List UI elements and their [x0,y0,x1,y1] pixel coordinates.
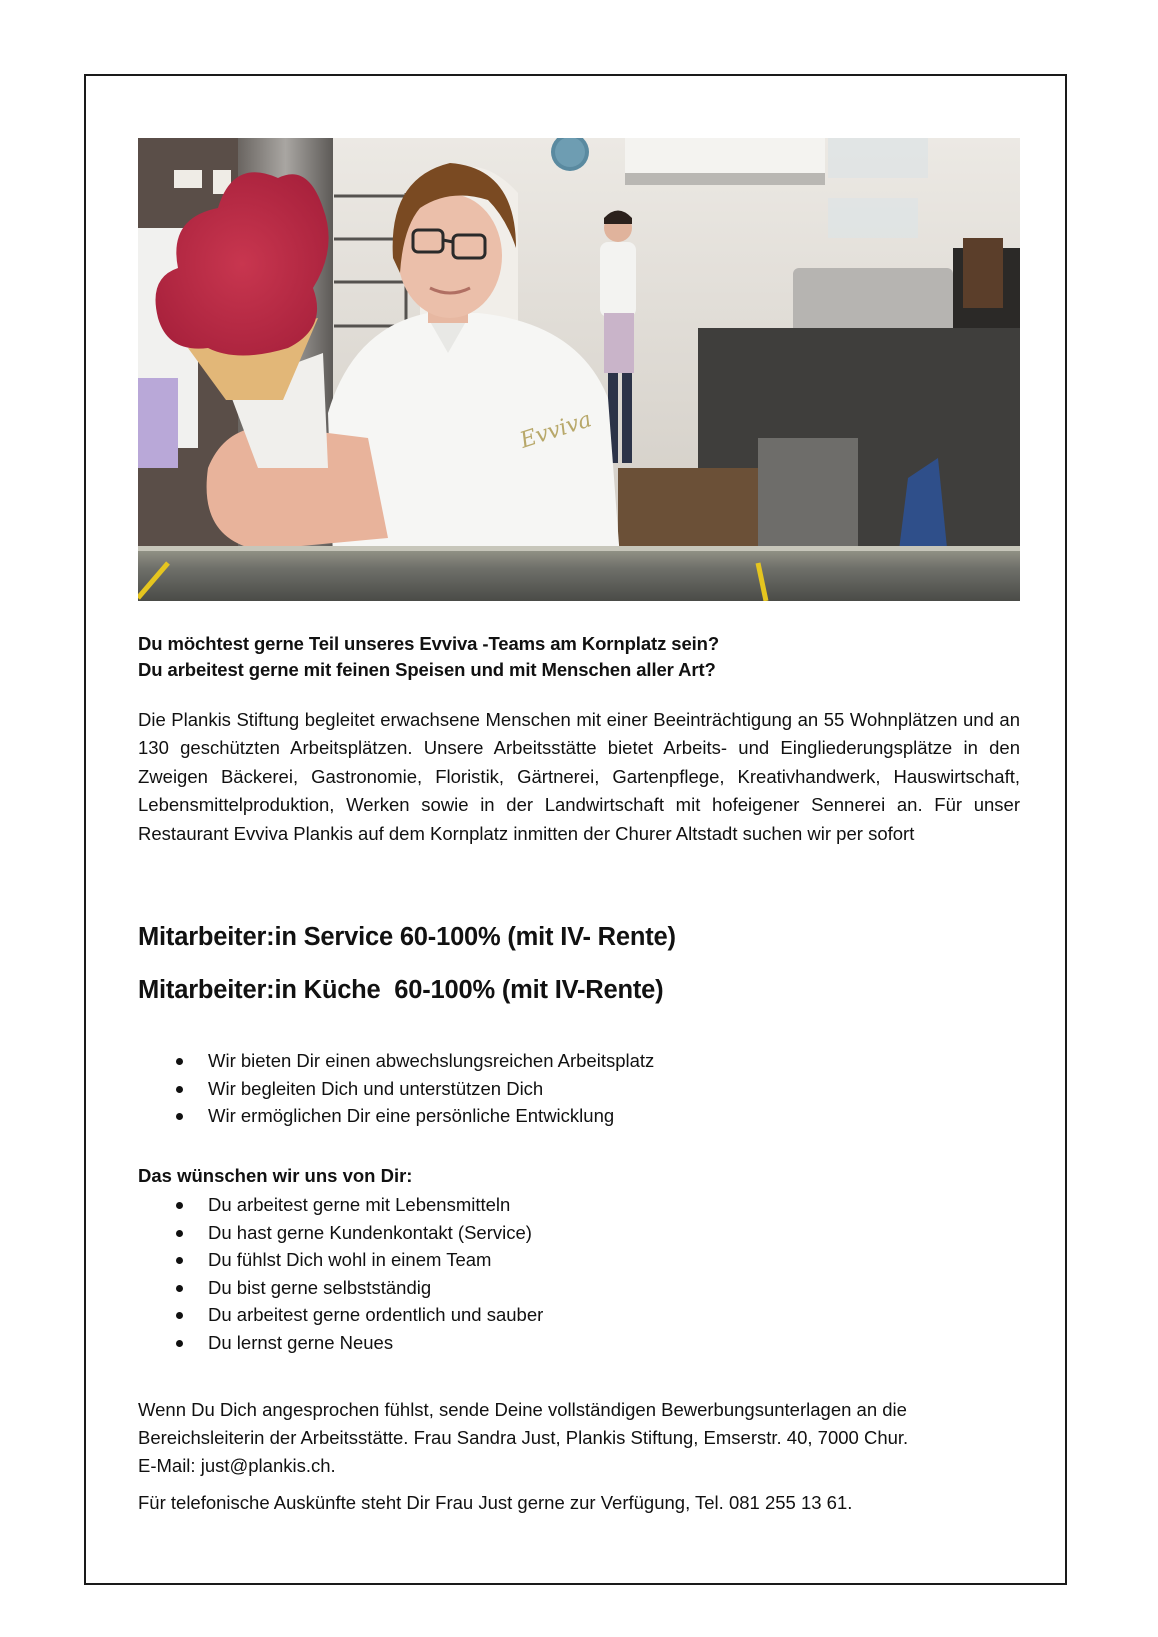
position-title-service: Mitarbeiter:in Service 60-100% (mit IV- Rente) [138,923,676,951]
wish-item: Du arbeitest gerne mit Lebensmitteln [138,1191,1020,1219]
wish-item: Du fühlst Dich wohl in einem Team [138,1246,1020,1274]
email-label: E-Mail: [138,1455,201,1476]
offer-item: Wir ermöglichen Dir eine persönliche Entwicklung [138,1102,1020,1130]
bullet-icon [176,1312,183,1319]
front-counter [138,546,1020,601]
bullet-icon [176,1285,183,1292]
bullet-icon [176,1257,183,1264]
wish-item: Du hast gerne Kundenkontakt (Service) [138,1219,1020,1247]
email-link[interactable]: just@plankis.ch [200,1455,331,1476]
wish-item: Du lernst gerne Neues [138,1329,1020,1357]
intro-question-2: Du arbeitest gerne mit feinen Speisen und mit Menschen aller Art? [138,658,716,680]
offers-list [138,1047,1020,1130]
offer-item: Wir begleiten Dich und unterstützen Dich [138,1075,1020,1103]
wish-item: Du bist gerne selbstständig [138,1274,1020,1302]
bullet-icon [176,1202,183,1209]
position-title-kitchen: Mitarbeiter:in Küche 60-100% (mit IV-Rente) [138,976,664,1004]
extractor-hood [625,173,825,185]
application-instructions: Wenn Du Dich angesprochen fühlst, sende Deine vollständigen Bewerbungsunterlagen an die Bereichsleiterin der Arbeitsstätte. Frau Sandra Just, Plankis Stiftung, Emserstr. 40, 7000 Chur. E-Mail: just@plankis.ch. [138,1399,909,1476]
intro-questions [138,631,1020,682]
shirt-logo-text: Evviva [517,407,595,454]
offer-item: Wir bieten Dir einen abwechslungsreichen Arbeitsplatz [138,1047,1020,1075]
bullet-icon [176,1058,183,1065]
wish-item: Du arbeitest gerne ordentlich und sauber [138,1301,1020,1329]
organization-description: Die Plankis Stiftung begleitet erwachsene Menschen mit einer Beeinträchtigung an 55 Wohnplätzen und an 130 geschützten Arbeitsplätzen. Unsere Arbeitsstätte bietet Arbeits- und Eingliederungsplätze in den Zweigen Bäckerei, Gastronomie, Floristik, Gärtnerei, Gartenpflege, Kreativhandwerk, Hauswirtschaft, Lebensmittelproduktion, Werken sowie in der Landwirtschaft mit hofeigener Sennerei an. Für unser Restaurant Evviva Plankis auf dem Kornplatz inmitten der Churer Altstadt suchen wir per sofort [138,709,1020,844]
photo-illustration [138,138,1020,601]
wishes-list [138,1191,1020,1356]
bullet-icon [176,1113,183,1120]
bullet-icon [176,1230,183,1237]
hero-photo [138,138,1020,601]
wishes-heading: Das wünschen wir uns von Dir: [138,1165,413,1186]
application-text: Wenn Du Dich angesprochen fühlst, sende Deine vollständigen Bewerbungsunterlagen an die Bereichsleiterin der Arbeitsstätte. Frau Sandra Just, Plankis Stiftung, Emserstr. 40, 7000 Chur. [138,1399,909,1448]
intro-question-1: Du möchtest gerne Teil unseres Evviva -Teams am Kornplatz sein? [138,633,720,654]
bullet-icon [176,1340,183,1347]
bullet-icon [176,1086,183,1093]
phone-info: Für telefonische Auskünfte steht Dir Frau Just gerne zur Verfügung, Tel. 081 255 13 61. [138,1492,853,1513]
